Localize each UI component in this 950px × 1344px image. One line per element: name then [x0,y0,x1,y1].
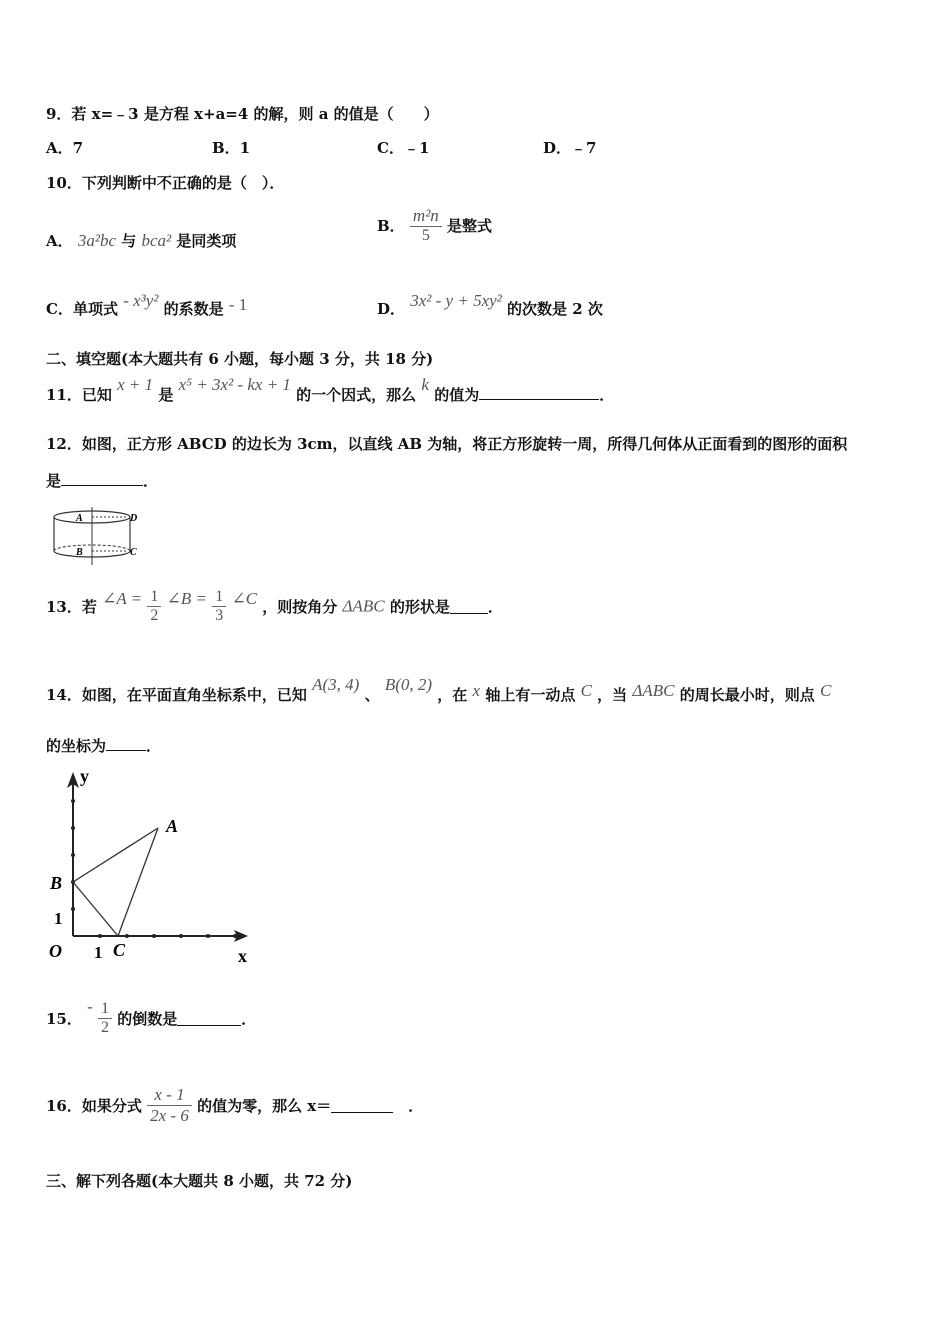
q16-den: 2x - 6 [150,1106,189,1125]
section-2-heading: 二、填空题(本大题共有 6 小题，每小题 3 分，共 18 分) [46,350,434,368]
q11: 11．已知 x + 1 是 x⁵ + 3x² - kx + 1 的一个因式，那么 k 的值为 ． [46,375,615,404]
q14-coordinate-figure [44,764,259,969]
q16-num: x - 1 [147,1085,192,1106]
q10-b-fraction [410,206,442,245]
q10-b-tail: 是整式 [447,217,493,235]
q16: 16．如果分式 $\frac{x - 1}{2x - 6}$ 的值为零，那么 x＝ ． [46,1085,424,1125]
q13-frac2-den: 3 [215,607,224,624]
q13-triangle: ΔABC [342,596,385,616]
q11-expr1: x + 1 [117,375,154,394]
q14-answer-blank[interactable] [106,736,146,751]
q14-line2: 的坐标为 ． [46,737,162,755]
q14-triangle: ΔABC [632,681,675,700]
q14-label-o: O [49,941,62,961]
q10-a-mid: 与 [121,232,137,250]
q11-var-k: k [421,375,429,394]
q11-mid1: 是 [158,386,174,404]
q10-b-numerator: m²n [410,206,442,227]
q15-fraction [98,1000,112,1037]
q10-option-c [46,291,248,319]
q14-point-c2: C [819,681,832,700]
q9-option-a: A．7 [46,139,84,157]
q14-label-c: C [113,940,126,960]
q14-label-one-x: 1 [94,943,103,962]
q13-angle-b: ∠B = [166,588,207,608]
q10-a-expr1: 3a²bc [77,231,117,250]
q15-sign: - [87,996,93,1016]
q14-line1 [46,675,832,705]
q14-segment-ab [73,828,158,882]
q10-c-expr: - x³y² [123,291,159,310]
q10-c-mid: 的系数是 [163,300,224,318]
q14-point-a: A(3, 4) [312,675,360,694]
q9-option-c: C．﹣1 [377,139,430,157]
q9-option-d: D．﹣7 [543,139,597,157]
q13-frac2-num: 1 [212,588,226,607]
q10-option-d [377,291,603,319]
q14-x-label: x [238,946,247,966]
q12-label-c: C [130,547,137,558]
q13-angle-a: ∠A = [102,588,143,608]
q16-tail: 的值为零，那么 x＝ [197,1097,332,1115]
q12-line2-text: 是 [46,472,62,490]
q13-tail: 的形状是 [389,598,450,616]
q13-angle-c: ∠C [231,588,258,608]
q14-mid1: ，在 [437,686,468,704]
q10-d-tail: 的次数是 2 次 [507,300,603,318]
q10-option-a [46,230,236,251]
q12-cylinder-figure [50,505,146,567]
q14-y-label: y [80,766,89,786]
q11-expr2: x⁵ + 3x² - kx + 1 [178,375,291,394]
q14-line2-text: 的坐标为 [46,737,107,755]
q12-label-b: B [76,547,83,558]
q12-line2: 是 ． [46,472,159,490]
q14-point-c: C [580,681,592,700]
q13-mid: ，则按角分 [262,598,338,616]
q11-answer-blank[interactable] [479,385,599,400]
q10-b-label: B． [377,217,405,235]
q14-point-b: B(0, 2) [384,675,433,694]
q14-label-a: A [166,816,179,836]
q13-frac2 [212,588,226,625]
q12-label-d: D [130,513,138,524]
q13-frac1-den: 2 [150,607,159,624]
q14-segment-ac [118,828,158,936]
q13-frac1 [147,588,161,625]
q14-label-one-y: 1 [54,909,63,928]
q13: 13．若 ∠A = $\frac{1}{2}$ ∠B = $\frac{1}{3}$ ∠C ，则按角分 ΔABC 的形状是 ． [46,588,503,624]
q9-option-b: B．1 [212,139,251,157]
q15-answer-blank[interactable] [177,1011,241,1026]
q9-stem: 9．若 x=﹣3 是方程 x+a=4 的解，则 a 的值是（ ） [46,105,439,123]
q14-segment-bc [73,882,118,936]
q16-fraction [147,1085,192,1126]
q15-pre: 15． [46,1010,82,1028]
q10-stem: 10．下列判断中不正确的是（ ）． [46,174,285,192]
q10-c-value: - 1 [228,295,248,314]
q13-pre: 13．若 [46,598,97,616]
q14-pre: 14．如图，在平面直角坐标系中，已知 [46,686,307,704]
q11-tail: 的值为 [434,386,480,404]
q16-answer-blank[interactable] [331,1098,393,1113]
q13-frac1-num: 1 [147,588,161,607]
q10-d-expr: 3x² - y + 5xy² [410,291,502,310]
q13-answer-blank[interactable] [450,599,488,614]
q12-label-a: A [76,513,83,524]
q10-option-b [377,206,492,245]
q16-pre: 16．如果分式 [46,1097,142,1115]
q14-sep: 、 [364,686,380,704]
q15-tail: 的倒数是 [117,1010,178,1028]
q14-mid4: 的周长最小时，则点 [679,686,815,704]
q14-axis-x: x [472,681,481,700]
q11-mid2: 的一个因式，那么 [296,386,417,404]
q10-c-label: C．单项式 [46,300,118,318]
q14-label-b: B [50,873,63,893]
q15-num: 1 [98,1000,112,1019]
section-3-heading: 三、解下列各题(本大题共 8 小题，共 72 分) [46,1172,353,1190]
q10-a-tail: 是同类项 [176,232,237,250]
q15: 15． - $\frac{1}{2}$ 的倒数是 ． [46,996,257,1036]
q14-mid3: ，当 [597,686,628,704]
q14-mid2: 轴上有一动点 [485,686,576,704]
q10-a-label: A． [46,232,73,250]
q11-pre: 11．已知 [46,386,112,404]
q12-answer-blank[interactable] [61,471,143,486]
q10-d-label: D． [377,300,406,318]
q10-b-denominator: 5 [421,227,430,244]
q15-den: 2 [101,1019,110,1036]
q12-line1: 12．如图，正方形 ABCD 的边长为 3cm，以直线 AB 为轴，将正方形旋转一周，所得几何体从正面看到的图形的面积 [46,435,848,453]
q14-tick-marks [71,799,237,938]
q10-a-expr2: bca² [141,231,172,250]
